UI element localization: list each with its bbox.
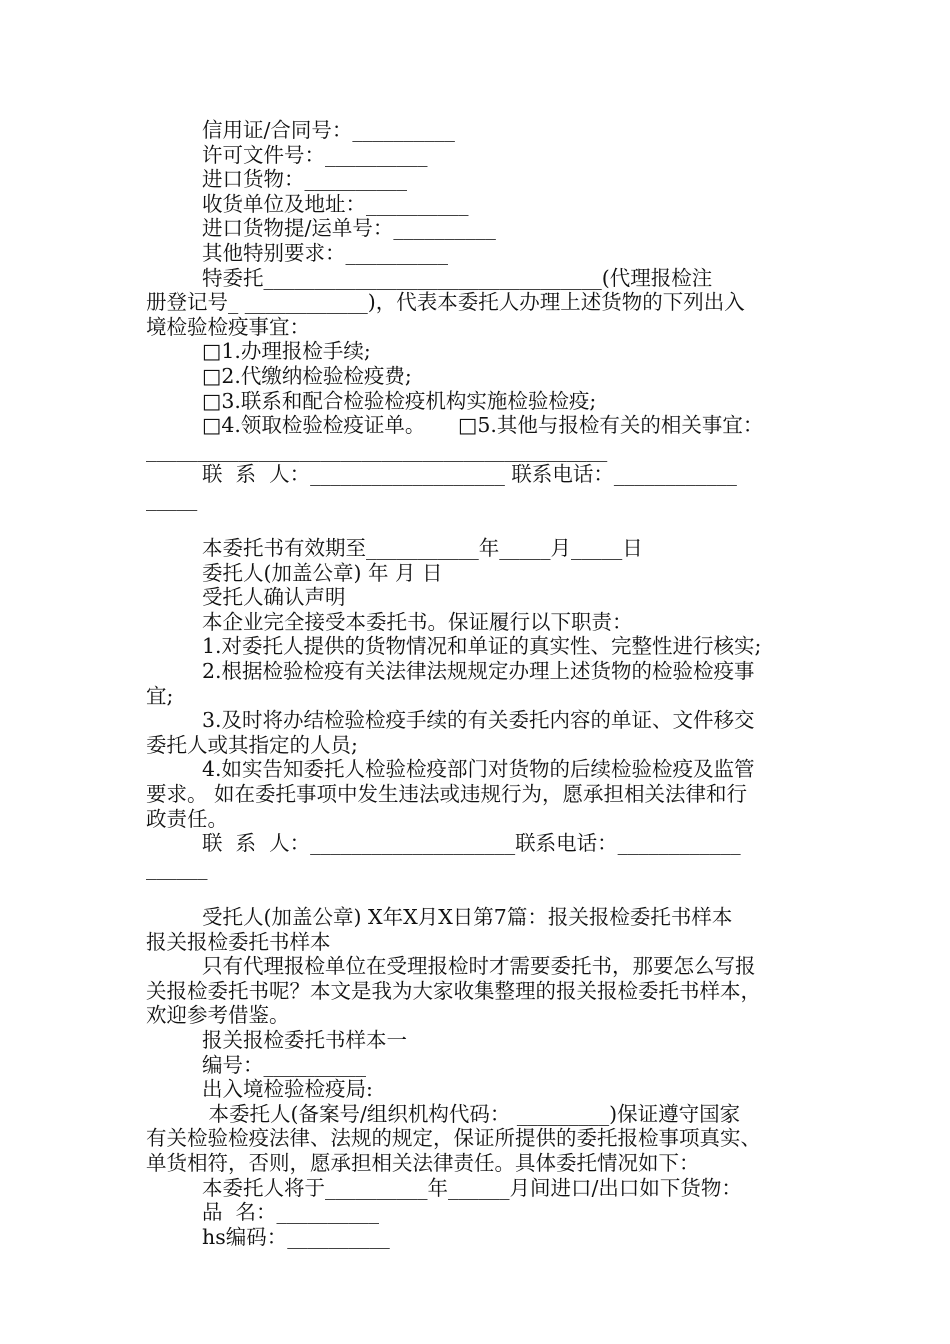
text-line: 有关检验检疫法律、法规的规定，保证所提供的委托报检事项真实、 [146, 1126, 761, 1151]
text-line: _____________________________________________ [146, 437, 608, 462]
text-line: 3.及时将办结检验检疫手续的有关委托内容的单证、文件移交 [202, 708, 755, 733]
document-lines [146, 118, 810, 1249]
text-line: 报关报检委托书样本 [146, 929, 331, 954]
text-line: 受托人确认声明 [202, 585, 346, 610]
text-line: 出入境检验检疫局: [202, 1077, 373, 1102]
text-line: 进口货物：__________ [202, 167, 407, 192]
text-line: 编号：__________ [202, 1052, 366, 1077]
text-line: 2.根据检验检疫有关法律法规规定办理上述货物的检验检疫事 [202, 659, 755, 684]
text-line: 受托人(加盖公章) X年X月X日第7篇：报关报检委托书样本 [202, 905, 733, 929]
text-line: hs编码：__________ [202, 1224, 390, 1249]
text-line: 只有代理报检单位在受理报检时才需要委托书，那要怎么写报 [202, 954, 756, 979]
text-line: 要求。 如在委托事项中发生违法或违规行为，愿承担相关法律和行 [146, 782, 748, 807]
text-line: □2.代缴纳检验检疫费; [202, 363, 412, 388]
text-line: 关报检委托书呢？本文是我为大家收集整理的报关报检委托书样本， [146, 978, 761, 1003]
text-line: 特委托_________________________________(代理报检注 [202, 265, 713, 290]
text-line: 联 系 人：___________________ 联系电话：____________ [202, 462, 737, 487]
text-line: 委托人(加盖公章) 年 月 日 [202, 560, 443, 585]
text-line: 本委托人(备案号/组织机构代码： _________)保证遵守国家 [202, 1101, 741, 1126]
text-line: 品 名：__________ [202, 1200, 380, 1225]
text-line: 本委托人将于__________年______月间进口/出口如下货物： [202, 1175, 742, 1200]
text-line: 收货单位及地址：__________ [202, 191, 469, 216]
text-line: 报关报检委托书样本一 [202, 1027, 407, 1052]
text-line: 册登记号_ ____________)，代表本委托人办理上述货物的下列出入 [146, 290, 745, 315]
text-line: 欢迎参考借鉴。 [146, 1003, 290, 1028]
text-line: 其他特别要求：__________ [202, 240, 448, 265]
text-line: 联 系 人：____________________联系电话：____________ [202, 831, 741, 856]
text-line: 境检验检疫事宜： [146, 314, 310, 339]
text-line: 4.如实告知委托人检验检疫部门对货物的后续检验检疫及监管 [202, 757, 755, 782]
text-line: 宜; [146, 683, 174, 708]
text-line: 信用证/合同号：__________ [202, 118, 455, 142]
text-line: □3.联系和配合检验检疫机构实施检验检疫; [202, 388, 597, 413]
text-line: 本企业完全接受本委托书。保证履行以下职责： [202, 609, 633, 634]
text-line: 进口货物提/运单号：__________ [202, 216, 496, 241]
text-line: □4.领取检验检疫证单。 □5.其他与报检有关的相关事宜： [202, 413, 764, 438]
text-line: 许可文件号：__________ [202, 142, 428, 167]
document-body [146, 118, 810, 1249]
text-line: 本委托书有效期至___________年_____月_____日 [202, 536, 643, 561]
blank-line [146, 512, 810, 537]
text-line: 1.对委托人提供的货物情况和单证的真实性、完整性进行核实; [202, 634, 762, 659]
text-line: 政责任。 [146, 806, 228, 831]
text-line: ______ [146, 855, 208, 880]
text-line: 单货相符，否则，愿承担相关法律责任。具体委托情况如下： [146, 1150, 700, 1175]
blank-line [146, 880, 810, 905]
text-line: 委托人或其指定的人员; [146, 732, 358, 757]
text-line: □1.办理报检手续; [202, 339, 371, 364]
text-line: _____ [146, 486, 198, 511]
